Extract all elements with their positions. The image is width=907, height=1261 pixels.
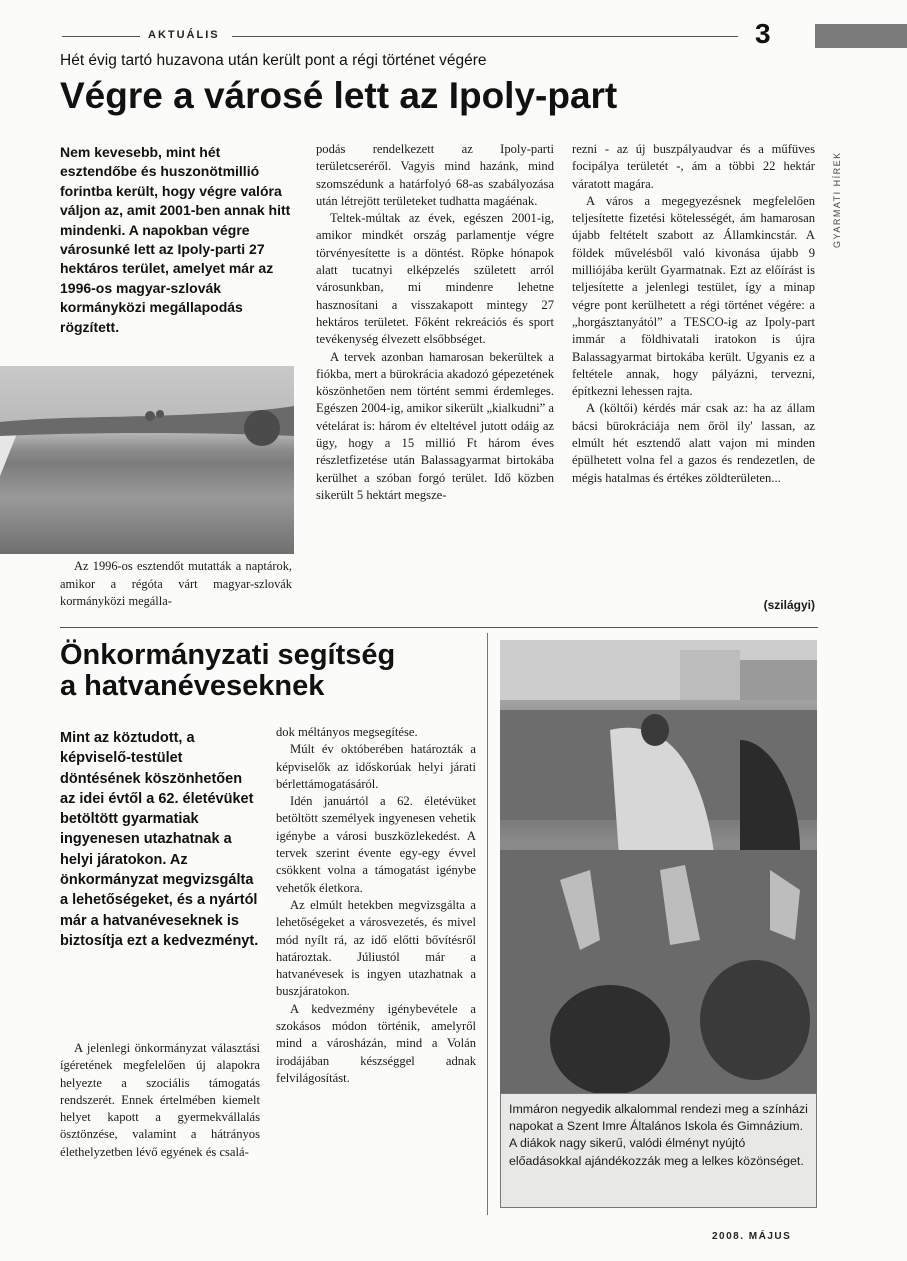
page-number: 3 xyxy=(755,18,771,49)
article1-kicker: Hét évig tartó huzavona után került pont a régi történet végére xyxy=(60,52,487,69)
theatre-photo-drawing xyxy=(500,640,817,1093)
article2-col2-paragraph: Az elmúlt hetekben megvizsgálta a lehetőségeket a városvezetés, és mivel mód nyílt rá, az idő előtti bővítésről határoztak. Júliustól már a hatvanévesek is ingyen utazhatnak a buszjáratokon. xyxy=(276,897,476,999)
article1-lead: Nem kevesebb, mint hét esztendőbe és huszonötmillió forintba került, hogy végre valóra váljon az, amit 2001-ben annak hitt mindenki. A napokban végre városunké lett az Ipoly-parti 27 hektáros terület, amelyet már az 1996-os magyar-szlovák kormányközi megállapodás rögzített. xyxy=(60,144,291,335)
header-gray-bar xyxy=(815,24,907,48)
article2-lead: Mint az köztudott, a képviselő-testület döntésének köszönhetően az idei évtől a 62. életévüket betöltött gyarmatiak ingyenesen utazhatnak a helyi járatokon. Az önkormányzat megvizsgálta a lehetőségeket, és a nyártól már a hatvanéveseknek is biztosítja ezt a kedvezményt. xyxy=(60,730,259,949)
article2-title-line2: a hatvanéveseknek xyxy=(60,670,325,703)
article1-column3 xyxy=(572,141,815,487)
article2-col1-paragraph: A jelenlegi önkormányzat választási ígéretének megfelelően új alapokra helyezte a szociális támogatás rendszerét. Ennek értelmében kiemelt helyet kapott a gyermekvállalás ösztönzése, valamint a hátrányos élethelyzetben lévő egyének és csalá- xyxy=(60,1041,260,1159)
theatre-photo xyxy=(500,640,817,1093)
article2-col2-paragraph: Idén januártól a 62. életévüket betöltött személyek ingyenesen vehetik igénybe a városi buszközlekedést. A tervek szerint évente egy-egy évvel csökkent volna a támogatást igénybe vehetők életkora. xyxy=(276,794,476,895)
article1-col3-paragraph: A (költői) kérdés már csak az: ha az állam bácsi bürokráciája nem őröl ily' lassan, az elmúlt hét esztendő alatt vajon mi minden épülhetett volna fel a gazos és rendezetlen, de mégis hatalmas és értékes zöldterületen... xyxy=(572,401,815,485)
article2-column2 xyxy=(276,724,476,1087)
article2-column1 xyxy=(60,1040,260,1161)
footer-date: 2008. MÁJUS xyxy=(712,1231,792,1242)
article1-caption: Az 1996-os esztendőt mutatták a naptárok, amikor a régóta várt magyar-szlovák kormányközi megálla- xyxy=(60,559,292,609)
article1-col2-paragraph: podás rendelkezett az Ipoly-parti területcseréről. Vagyis mind hazánk, mind szomszédunk a határfolyó 68-as szabályozása után létrejött területeket tudhatta magáénak. xyxy=(316,142,554,208)
article1-title: Végre a városé lett az Ipoly-part xyxy=(60,75,618,116)
article1-col3-paragraph: rezni - az új buszpályaudvar és a műfüves focipálya területét -, ám a többi 22 hektár váratott magára. xyxy=(572,142,815,191)
article-divider xyxy=(60,627,818,628)
article1-column2 xyxy=(316,141,554,504)
header-rule-left xyxy=(62,36,140,37)
article1-col2-paragraph: A tervek azonban hamarosan bekerültek a fiókba, mert a bürokrácia akadozó gépezetének köszönhetően nem történt semmi érdemleges. Egészen 2004-ig, amikor sikerült „kialkudni” a vételárat is: három év elteltével jutott odáig az ügy, hogy a 15 millió Ft három éves részletfizetése után Balassagyarmat birtokába kerülhet a szóban forgó terület. Idő közben sikerült 5 hektárt megsze- xyxy=(316,349,554,502)
section-label: AKTUÁLIS xyxy=(148,29,220,41)
article2-title xyxy=(60,640,480,703)
article2-col2-paragraph: dok méltányos megsegítése. xyxy=(276,725,418,739)
article1-col2-paragraph: Teltek-múltak az évek, egészen 2001-ig, amikor mindkét ország parlamentje végre törvényesítette is a döntést. Röpke hónapok alatt tucatnyi elképzelés született arról városunkban, mi mindenre lehetne hasznosítani a visszakapott mintegy 27 hektáros területet. Főként rekreációs és sport tevékenység élvezett elsőbbséget. xyxy=(316,211,554,347)
article1-signature: (szilágyi) xyxy=(763,598,815,612)
side-label: GYARMATI HÍREK xyxy=(832,151,842,248)
article2-title-line1: Önkormányzati segítség xyxy=(60,639,396,671)
article2-col2-paragraph: Múlt év októberében határozták a képviselők az időskorúak helyi járati bérlettámogatásáról. xyxy=(276,742,476,791)
photo-caption: Immáron negyedik alkalommal rendezi meg a színházi napokat a Szent Imre Általános Iskola és Gimnázium. A diákok nagy sikerű, valódi élményt nyújtó előadásokkal ajándékozzák meg a lelkes közönséget. xyxy=(500,1093,817,1208)
photo-box-border xyxy=(487,633,488,1215)
article2-col2-paragraph: A kedvezmény igénybevétele a szokásos módon történik, amelyről mind a városházán, mind a Volán irodájában készséggel adnak felvilágosítást. xyxy=(276,1001,476,1085)
meadow-photo xyxy=(0,366,294,554)
article1-col3-paragraph: A város a megegyezésnek megfelelően teljesítette fizetési kötelességét, ám hamarosan újabb feltételt szabott az Államkincstár. A földek művelésből való kivonása újabb 9 milliójába került Gyarmatnak. Ezt az előírást is teljesítette a jelenlegi testület, így a minap végre pont kerülhetett a régi történet végére: a „horgásztanyától” a TESCO-ig az Ipoly-part immár a földhivatali iratokon is újra Balassagyarmat birtokába került. Ugyanis ez a feltétele annak, hogy pályázni, tervezni, építkezni lehessen rajta. xyxy=(572,193,815,399)
header-rule-right xyxy=(232,36,738,37)
meadow-photo-drawing xyxy=(0,366,294,554)
